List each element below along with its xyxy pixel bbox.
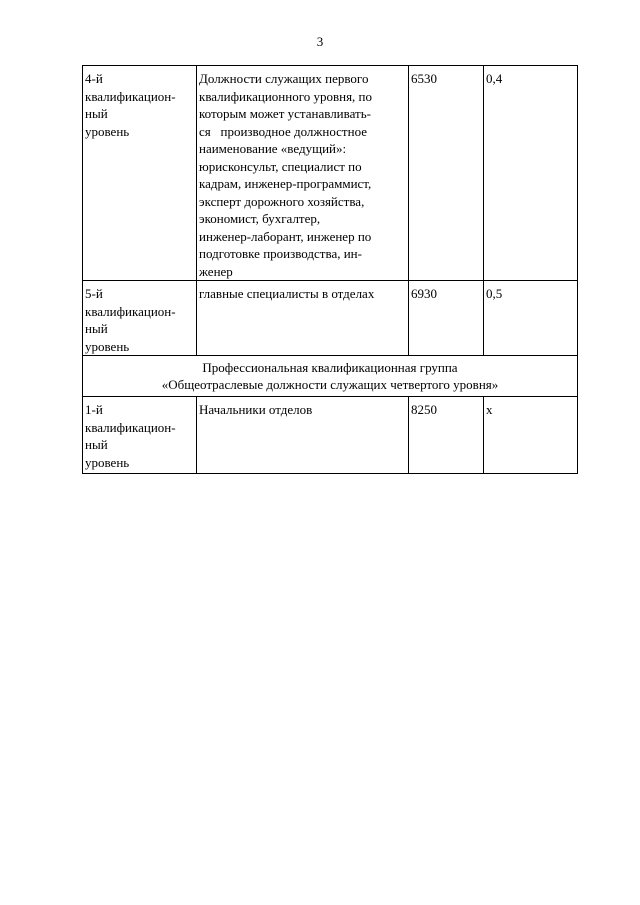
table-row	[83, 281, 578, 356]
coefficient-cell: 0,5	[484, 281, 578, 356]
level-line: ный	[85, 437, 108, 452]
positions-line: экономист, бухгалтер,	[199, 211, 321, 226]
level-line: квалификацион-	[85, 419, 176, 435]
group-header-row	[83, 356, 578, 397]
group-header-cell	[83, 356, 578, 397]
qualification-level-cell	[83, 66, 197, 281]
positions-cell	[197, 281, 409, 356]
table-row	[83, 397, 578, 474]
positions-line: Должности служащих первого	[199, 71, 369, 86]
positions-line: квалификационного уровня, по	[199, 88, 372, 104]
positions-line: кадрам, инженер-программист,	[199, 176, 372, 191]
level-line: 4-й	[85, 71, 103, 86]
salary-table	[82, 65, 578, 474]
positions-line: подготовке производства, ин-	[199, 246, 362, 261]
positions-cell	[197, 397, 409, 474]
salary-cell: 8250	[409, 397, 484, 474]
positions-line: юрисконсульт, специалист по	[199, 158, 362, 174]
positions-line: которым может устанавливать-	[199, 106, 371, 121]
salary-cell: 6530	[409, 66, 484, 281]
level-line: уровень	[85, 338, 130, 354]
level-line: ный	[85, 106, 108, 121]
group-title-line: «Общеотраслевые должности служащих четвертого уровня»	[161, 377, 499, 392]
table-row	[83, 66, 578, 281]
coefficient-cell: x	[484, 397, 578, 474]
page-number: 3	[316, 34, 324, 49]
group-title-line: Профессиональная квалификационная группа	[202, 359, 458, 375]
level-line: ный	[85, 321, 108, 336]
positions-line: ся производное должностное	[199, 123, 368, 139]
positions-line: наименование «ведущий»:	[199, 141, 347, 156]
level-line: 1-й	[85, 402, 103, 417]
positions-line: Начальники отделов	[199, 402, 313, 417]
level-line: уровень	[85, 123, 130, 139]
qualification-level-cell	[83, 397, 197, 474]
level-line: уровень	[85, 454, 130, 470]
coefficient-cell: 0,4	[484, 66, 578, 281]
salary-cell: 6930	[409, 281, 484, 356]
level-line: 5-й	[85, 286, 103, 301]
qualification-level-cell	[83, 281, 197, 356]
positions-line: эксперт дорожного хозяйства,	[199, 193, 365, 209]
positions-line: главные специалисты в отделах	[199, 286, 375, 301]
positions-line: инженер-лаборант, инженер по	[199, 228, 372, 244]
positions-line: женер	[199, 263, 233, 279]
level-line: квалификацион-	[85, 303, 176, 319]
positions-cell	[197, 66, 409, 281]
level-line: квалификацион-	[85, 88, 176, 104]
